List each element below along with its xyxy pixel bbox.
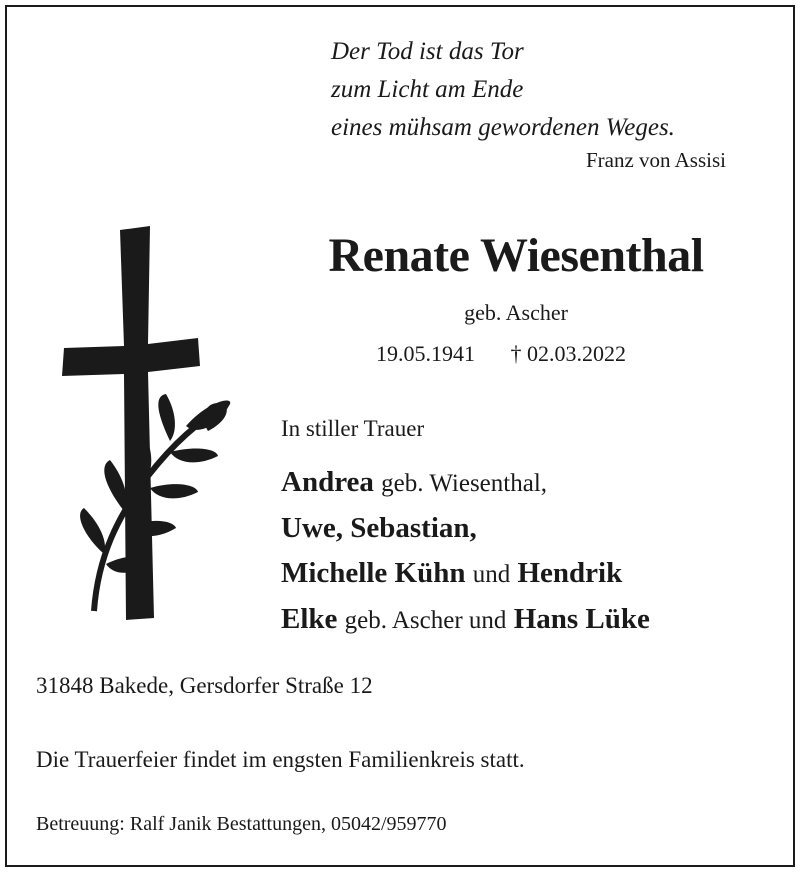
death-date: † 02.03.2022	[510, 341, 626, 366]
quote-author: Franz von Assisi	[585, 148, 726, 172]
deceased-name: Renate Wiesenthal	[328, 229, 704, 282]
maiden-name: geb. Ascher	[464, 300, 568, 325]
cross-with-palm-branch-icon	[58, 226, 238, 626]
family-row-3	[281, 551, 650, 597]
family-row-2	[281, 506, 650, 551]
family-row-4	[281, 597, 650, 643]
undertaker-info: Betreuung: Ralf Janik Bestattungen, 05042/959770	[36, 813, 447, 835]
quote-line-3: eines mühsam gewordenen Weges.	[331, 114, 675, 141]
family-row-1	[281, 460, 650, 506]
family-name: Uwe, Sebastian,	[281, 512, 477, 544]
family-note: und	[472, 561, 511, 588]
family-name: Hendrik	[517, 557, 623, 589]
service-note: Die Trauerfeier findet im engsten Familienkreis statt.	[36, 747, 525, 772]
address: 31848 Bakede, Gersdorfer Straße 12	[36, 673, 373, 698]
quote-line-2: zum Licht am Ende	[331, 76, 524, 103]
family-name: Hans Lüke	[513, 603, 650, 635]
family-name: Elke	[281, 603, 338, 635]
mourning-label: In stiller Trauer	[281, 416, 425, 441]
birth-date: 19.05.1941	[376, 341, 475, 366]
quote-line-1: Der Tod ist das Tor	[331, 38, 524, 65]
family-list	[281, 460, 650, 643]
family-name: Michelle Kühn	[281, 557, 466, 589]
family-name: Andrea	[281, 466, 374, 498]
family-note: geb. Wiesenthal,	[381, 470, 548, 497]
family-note: geb. Ascher und	[344, 607, 507, 634]
life-dates	[376, 341, 626, 367]
quote	[331, 33, 675, 147]
